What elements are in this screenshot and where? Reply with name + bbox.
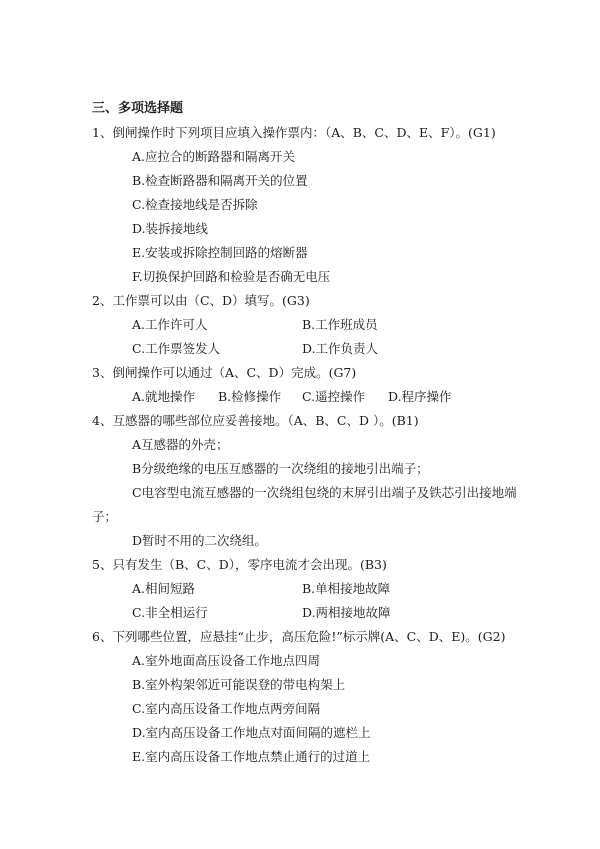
question-4-stem: 4、互感器的哪些部位应妥善接地。（A、B、C、D ）。(B1) — [92, 413, 419, 428]
question-5-option-a: A.相间短路 — [132, 581, 196, 596]
question-2-option-d: D.工作负责人 — [302, 341, 379, 356]
question-3-option-d: D.程序操作 — [388, 389, 452, 404]
question-5-option-c: C.非全相运行 — [132, 605, 208, 620]
question-6-option-b: B.室外构架邻近可能误登的带电构架上 — [132, 677, 346, 692]
question-3-option-b: B.检修操作 — [218, 389, 282, 404]
question-5-stem: 5、只有发生（B、C、D），零序电流才会出现。(B3) — [92, 557, 387, 572]
question-6-option-a: A.室外地面高压设备工作地点四周 — [132, 653, 321, 668]
question-3-stem: 3、倒闸操作可以通过（A、C、D）完成。(G7) — [92, 365, 357, 380]
question-4-option-b: B分级绝缘的电压互感器的一次绕组的接地引出端子； — [132, 461, 429, 476]
question-2-option-c: C.工作票签发人 — [132, 341, 221, 356]
question-1-option-b: B.检查断路器和隔离开关的位置 — [132, 173, 308, 188]
question-1-option-c: C.检查接地线是否拆除 — [132, 197, 258, 212]
question-1-stem: 1、倒闸操作时下列项目应填入操作票内：（A、B、C、D、E、F）。(G1) — [92, 125, 496, 140]
question-6-stem: 6、下列哪些位置，应悬挂“止步，高压危险!”标示牌(A、C、D、E)。(G2) — [92, 629, 506, 644]
question-6-option-d: D.室内高压设备工作地点对面间隔的遮栏上 — [132, 725, 371, 740]
question-2-option-a: A.工作许可人 — [132, 317, 208, 332]
question-2-option-b: B.工作班成员 — [302, 317, 378, 332]
question-1-option-a: A.应拉合的断路器和隔离开关 — [132, 149, 296, 164]
question-4-option-d: D暂时不用的二次绕组。 — [132, 533, 268, 548]
question-2-stem: 2、工作票可以由（C、D）填写。(G3) — [92, 293, 310, 308]
question-1-option-e: E.安装或拆除控制回路的熔断器 — [132, 245, 308, 260]
question-5-option-b: B.单相接地故障 — [302, 581, 391, 596]
question-6-option-e: E.室内高压设备工作地点禁止通行的过道上 — [132, 749, 371, 764]
question-6-option-c: C.室内高压设备工作地点两旁间隔 — [132, 701, 321, 716]
question-1-option-d: D.装拆接地线 — [132, 221, 209, 236]
question-1-option-f: F.切换保护回路和检验是否确无电压 — [132, 269, 331, 284]
question-4-option-c-continuation: 子； — [92, 509, 118, 524]
question-4-option-a: A互感器的外壳； — [132, 437, 229, 452]
question-5-option-d: D.两相接地故障 — [302, 605, 391, 620]
question-4-option-c: C电容型电流互感器的一次绕组包绕的末屏引出端子及铁芯引出接地端 — [132, 485, 517, 500]
question-3-option-c: C.遥控操作 — [302, 389, 366, 404]
section-title: 三、多项选择题 — [92, 101, 184, 116]
question-3-option-a: A.就地操作 — [132, 389, 196, 404]
